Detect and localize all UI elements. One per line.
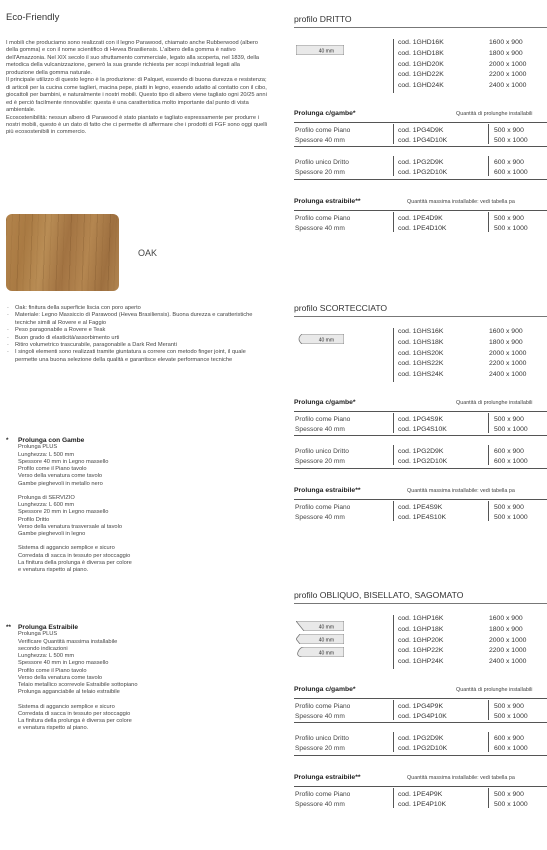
piano-code-list	[398, 415, 447, 435]
table-code: cod. 1GHS20K	[398, 349, 444, 357]
subsection-rule	[294, 722, 547, 723]
table-code: cod. 1GHP24K	[398, 658, 444, 666]
piano-profile-line: Spessore 40 mm	[295, 137, 345, 144]
piano-size: 500 x 900	[494, 127, 524, 134]
dritto-size: 600 x 900	[494, 159, 524, 166]
piano-profile-label	[295, 415, 350, 435]
table-divider	[393, 39, 394, 93]
estraibile-size: 500 x 900	[494, 504, 524, 511]
gambe-servizio-line: Gambe pieghevoli in legno	[18, 531, 86, 537]
estraibile-plus-line: Profilo come il Piano tavolo	[18, 667, 87, 674]
subsection-rule	[294, 411, 547, 412]
piano-code: cod. 1PG4P10K	[398, 713, 447, 720]
subsection-rule	[294, 499, 547, 500]
table-size: 2400 x 1000	[489, 371, 527, 379]
table-size: 2400 x 1000	[489, 658, 527, 666]
table-divider	[393, 445, 394, 465]
table-size-list	[489, 327, 541, 381]
piano-size: 500 x 900	[494, 416, 524, 423]
estraibile-quantity-note: Quantità massima installabile: vedi tabella pa	[407, 488, 515, 494]
table-divider	[393, 413, 394, 433]
piano-size-list	[494, 702, 528, 722]
table-code: cod. 1GHP20K	[398, 636, 444, 644]
estraibile-profile-label	[295, 790, 350, 810]
piano-code: cod. 1PG4S9K	[398, 416, 443, 423]
piano-code: cod. 1PG4D10K	[398, 137, 448, 144]
piano-profile-line: Spessore 40 mm	[295, 426, 345, 433]
estraibile-plus-line: Verificare Quantità massima installabile	[18, 638, 118, 645]
estraibile-extra-line: Sistema di aggancio semplice e sicuro	[18, 703, 115, 710]
dritto-size-list	[494, 734, 528, 754]
piano-size-list	[494, 126, 528, 146]
estraibile-profile-line: Spessore 40 mm	[295, 514, 345, 521]
table-code: cod. 1GHP22K	[398, 647, 444, 655]
piano-size: 500 x 900	[494, 703, 524, 710]
table-divider	[488, 156, 489, 176]
table-divider	[393, 700, 394, 720]
estraibile-profile-line: Spessore 40 mm	[295, 801, 345, 808]
table-code: cod. 1GHD22K	[398, 71, 444, 79]
edge-profile-icon	[296, 334, 344, 344]
estraibile-code: cod. 1PE4D10K	[398, 225, 447, 232]
piano-code-list	[398, 126, 447, 146]
table-size: 2000 x 1000	[489, 349, 527, 357]
dritto-size-list	[494, 158, 528, 178]
subsection-rule	[294, 146, 547, 147]
estraibile-plus-line: Prolunga agganciabile al telaio estraibile	[18, 689, 120, 696]
gambe-extra-line: La finitura della prolunga è diversa per colore	[18, 559, 132, 566]
edge-thickness-label: 40 mm	[318, 624, 334, 631]
table-divider	[393, 328, 394, 382]
gambe-subtitle: Prolunga c/gambe*	[294, 399, 356, 406]
piano-size: 500 x 1000	[494, 426, 528, 433]
piano-size-list	[494, 415, 528, 435]
estraibile-size: 500 x 1000	[494, 514, 528, 521]
table-code: cod. 1GHS18K	[398, 338, 444, 346]
section-title: profilo OBLIQUO, BISELLATO, SAGOMATO	[294, 590, 464, 600]
table-divider	[393, 124, 394, 144]
eco-paragraph: Il principale utilizzo di questo legno è la produzione: di Palquet, essendo di buona durezza e resistenza; di articoli per la cucina come taglieri, macina pepe, piatti in legno, essendo adatto al contatto con il cibo, giocattoli per bambini, e naturalmente i nostri mobili. Questo tipo di albero viene tagliato ogni 20/25 anni ed è perciò facilmente rinnovabile: questa è una caratteristica molto importante dal punto di vista ambientale.	[6, 77, 267, 114]
gambe-block	[6, 437, 268, 574]
estraibile-extra-line: La finitura della prolunga è diversa per colore	[18, 718, 132, 724]
feature-item: · I singoli elementi sono realizzati tramite giuntatura a correre con metodo finger joint, il quale permette una buona selezione della qualità e garantisce elevate performance tecniche	[6, 349, 268, 364]
estraibile-plus-line: secondo indicazioni	[18, 645, 68, 652]
dritto-size: 600 x 900	[494, 448, 524, 455]
table-size: 1800 x 900	[489, 49, 523, 57]
table-size: 2400 x 1000	[489, 82, 527, 90]
table-size: 1800 x 900	[489, 625, 523, 633]
table-divider	[488, 700, 489, 720]
gambe-subtitle: Prolunga c/gambe*	[294, 686, 356, 693]
estraibile-size-list	[494, 503, 528, 523]
edge-profile-icon	[296, 634, 344, 644]
edge-thickness-label: 40 mm	[318, 637, 334, 644]
dritto-size: 600 x 1000	[494, 745, 528, 752]
dritto-profile-label	[295, 158, 349, 178]
table-divider	[393, 501, 394, 521]
piano-code-list	[398, 702, 447, 722]
edge-profile-icon	[296, 647, 344, 657]
table-divider	[393, 732, 394, 752]
estraibile-plus-line: Telaio metallico scorrevole Estraibile sottopiano	[18, 682, 138, 688]
dritto-size-list	[494, 447, 528, 467]
piano-profile-line: Profilo come Piano	[295, 416, 351, 423]
gambe-plus-line: Profilo come il Piano tavolo	[18, 466, 87, 472]
table-divider	[488, 124, 489, 144]
table-divider	[488, 732, 489, 752]
gambe-servizio-line: Prolunga di SERVIZIO	[18, 494, 75, 501]
dritto-profile-label	[295, 447, 349, 467]
table-code: cod. 1GHS22K	[398, 360, 444, 368]
eco-description	[6, 40, 268, 137]
estraibile-code: cod. 1PE4D9K	[398, 215, 443, 222]
table-code-list	[398, 38, 444, 92]
table-size: 2200 x 1000	[489, 71, 527, 79]
subsection-rule	[294, 786, 547, 787]
table-divider	[488, 501, 489, 521]
dritto-code: cod. 1PG2D9K	[398, 735, 444, 742]
estraibile-code: cod. 1PE4P10K	[398, 801, 447, 808]
subsection-rule	[294, 468, 547, 469]
gambe-servizio-line: Verso della venatura trasversale al tavolo	[18, 523, 123, 530]
dritto-code: cod. 1PG2D9K	[398, 448, 444, 455]
gambe-extra-list	[18, 545, 268, 574]
feature-item: · Materiale: Legno Massiccio di Parawood (Hevea Brasiliensis). Buona durezza e caratteristiche tecniche simili al Rovere e al Faggio	[6, 312, 268, 327]
piano-profile-label	[295, 702, 350, 722]
estraibile-subtitle: Prolunga estraibile**	[294, 774, 361, 781]
dritto-profile-line: Spessore 20 mm	[295, 458, 345, 465]
gambe-quantity-note: Quantità di prolunghe installabili	[456, 111, 533, 117]
estraibile-size: 500 x 900	[494, 215, 524, 222]
subsection-rule	[294, 755, 547, 756]
table-code: cod. 1GHD18K	[398, 49, 444, 57]
section-title: profilo DRITTO	[294, 14, 352, 24]
subsection-rule	[294, 179, 547, 180]
estraibile-profile-line: Profilo come Piano	[295, 791, 351, 798]
dritto-profile-line: Profilo unico Dritto	[295, 448, 349, 455]
estraibile-plus-line: Lunghezza: L 500 mm	[18, 653, 75, 659]
section-divider	[294, 27, 547, 28]
dritto-code: cod. 1PG2D10K	[398, 169, 448, 176]
feature-item: · Peso paragonabile a Rovere e Teak	[6, 327, 268, 334]
estraibile-extra-list	[18, 704, 268, 733]
gambe-servizio-list	[18, 495, 268, 539]
table-size: 1600 x 900	[489, 615, 523, 622]
edge-profile-icon	[296, 621, 344, 631]
estraibile-mark: **	[6, 624, 11, 631]
gambe-extra-line: e venatura rispetto al piano.	[18, 567, 89, 573]
table-code-list	[398, 327, 443, 381]
eco-paragraph: I mobili che produciamo sono realizzati con il legno Parawood, chiamato anche Rubberwood (albero della gomma) e con il nome scientifico di Hevea Brasiliensis. L'albero della gomma è nativo dell'Amazzonia. Nel XIX secolo il suo sfruttamento commerciale, legato alla scoperta, nel 1839, della metodica della vulcanizzazione, generò la sua grande richiesta per scopi industriali legati alla produzione della gomma naturale.	[6, 40, 260, 76]
dritto-profile-line: Spessore 20 mm	[295, 169, 345, 176]
gambe-plus-line: Gambe pieghevoli in metallo nero	[18, 480, 103, 487]
dritto-code: cod. 1PG2D10K	[398, 458, 448, 465]
table-divider	[488, 413, 489, 433]
piano-size: 500 x 1000	[494, 713, 528, 720]
subsection-rule	[294, 122, 547, 123]
gambe-quantity-note: Quantità di prolunghe installabili	[456, 687, 533, 693]
table-divider	[488, 445, 489, 465]
piano-profile-label	[295, 126, 350, 146]
dritto-profile-line: Spessore 20 mm	[295, 745, 345, 752]
estraibile-size-list	[494, 790, 528, 810]
gambe-servizio-line: Lunghezza: L 600 mm	[18, 502, 75, 508]
gambe-extra-line: Corredata di sacca in tessuto per stoccaggio	[18, 552, 131, 559]
dritto-code-list	[398, 158, 447, 178]
piano-profile-line: Spessore 40 mm	[295, 713, 345, 720]
dritto-profile-line: Profilo unico Dritto	[295, 735, 349, 742]
edge-thickness-label: 40 mm	[318, 48, 334, 55]
piano-code: cod. 1PG4S10K	[398, 426, 447, 433]
dritto-size: 600 x 1000	[494, 458, 528, 465]
eco-friendly-heading: Eco-Friendly	[6, 12, 60, 23]
piano-code: cod. 1PG4P9K	[398, 703, 443, 710]
piano-code: cod. 1PG4D9K	[398, 127, 444, 134]
eco-paragraph: Ecosostenibilità: nessun albero di Parawood è stato piantato e tagliato espressamente per produrre i nostri mobili, questo è un dato di fatto che ci permette di affermare che i prodotti di FGF sono oggi quelli più ecosostenibili in commercio.	[6, 114, 268, 136]
estraibile-subtitle: Prolunga estraibile**	[294, 487, 361, 494]
table-size: 1600 x 900	[489, 328, 523, 335]
table-code: cod. 1GHP18K	[398, 625, 444, 633]
table-size-list	[489, 38, 541, 92]
estraibile-plus-line: Verso della venatura come tavolo	[18, 674, 103, 681]
gambe-subtitle: Prolunga c/gambe*	[294, 110, 356, 117]
material-features-list	[6, 305, 268, 364]
dritto-size: 600 x 900	[494, 735, 524, 742]
dritto-code: cod. 1PG2D9K	[398, 159, 444, 166]
table-size: 2200 x 1000	[489, 360, 527, 368]
edge-thickness-label: 40 mm	[318, 337, 334, 344]
estraibile-title: Prolunga Estraibile	[18, 624, 79, 631]
edge-thickness-label: 40 mm	[318, 650, 334, 657]
dritto-profile-label	[295, 734, 349, 754]
section-title: profilo SCORTECCIATO	[294, 303, 388, 313]
estraibile-quantity-note: Quantità massima installabile: vedi tabella pa	[407, 775, 515, 781]
piano-size: 500 x 1000	[494, 137, 528, 144]
estraibile-size: 500 x 1000	[494, 801, 528, 808]
table-divider	[393, 615, 394, 669]
table-size: 2000 x 1000	[489, 636, 527, 644]
estraibile-profile-label	[295, 503, 350, 523]
table-code: cod. 1GHD20K	[398, 60, 444, 68]
estraibile-code-list	[398, 503, 446, 523]
dritto-code-list	[398, 734, 447, 754]
table-code-list	[398, 614, 443, 668]
table-divider	[393, 156, 394, 176]
estraibile-code-list	[398, 790, 446, 810]
gambe-servizio-line: Profilo Dritto	[18, 516, 50, 523]
estraibile-block	[6, 624, 268, 733]
estraibile-size: 500 x 900	[494, 791, 524, 798]
estraibile-code: cod. 1PE4S9K	[398, 504, 443, 511]
estraibile-profile-line: Spessore 40 mm	[295, 225, 345, 232]
dritto-code: cod. 1PG2D10K	[398, 745, 448, 752]
table-code: cod. 1GHS24K	[398, 371, 444, 379]
gambe-plus-line: Prolunga PLUS	[18, 444, 58, 451]
estraibile-profile-label	[295, 214, 350, 234]
table-divider	[393, 788, 394, 808]
dritto-code-list	[398, 447, 447, 467]
table-divider	[393, 212, 394, 232]
estraibile-profile-line: Profilo come Piano	[295, 215, 351, 222]
estraibile-plus-line: Prolunga PLUS	[18, 631, 58, 638]
gambe-plus-line: Spessore 40 mm in Legno massello	[18, 458, 109, 465]
gambe-plus-line: Lunghezza: L 500 mm	[18, 451, 75, 458]
section-divider	[294, 316, 547, 317]
table-size: 1800 x 900	[489, 338, 523, 346]
dritto-size: 600 x 1000	[494, 169, 528, 176]
table-code: cod. 1GHD24K	[398, 82, 444, 90]
estraibile-profile-line: Profilo come Piano	[295, 504, 351, 511]
estraibile-code: cod. 1PE4S10K	[398, 514, 447, 521]
gambe-servizio-line: Spessore 20 mm in Legno massello	[18, 509, 109, 516]
gambe-mark: *	[6, 437, 9, 444]
gambe-title: Prolunga con Gambe	[18, 437, 85, 444]
section-divider	[294, 603, 547, 604]
subsection-rule	[294, 210, 547, 211]
feature-item: · Buon grado di elasticità/assorbimento urti	[6, 335, 268, 342]
gambe-plus-line: Verso della venatura come tavolo	[18, 473, 103, 480]
table-divider	[488, 788, 489, 808]
estraibile-extra-line: e venatura rispetto al piano.	[18, 725, 89, 732]
piano-profile-line: Profilo come Piano	[295, 703, 351, 710]
feature-item: · Ritiro volumetrico trascurabile, paragonabile a Dark Red Meranti	[6, 342, 268, 349]
table-size: 2000 x 1000	[489, 60, 527, 68]
estraibile-extra-line: Corredata di sacca in tessuto per stoccaggio	[18, 710, 131, 717]
table-divider	[488, 212, 489, 232]
estraibile-code: cod. 1PE4P9K	[398, 791, 443, 798]
subsection-rule	[294, 435, 547, 436]
oak-finish-label: OAK	[138, 248, 158, 258]
table-code: cod. 1GHS16K	[398, 328, 444, 335]
estraibile-size-list	[494, 214, 528, 234]
table-size: 2200 x 1000	[489, 647, 527, 655]
estraibile-quantity-note: Quantità massima installabile: vedi tabella pa	[407, 199, 515, 205]
table-size-list	[489, 614, 541, 668]
estraibile-code-list	[398, 214, 446, 234]
feature-item: · Oak: finitura della superficie liscia con poro aperto	[6, 305, 268, 312]
edge-profile-icon	[296, 45, 344, 55]
estraibile-plus-list	[18, 631, 268, 696]
piano-profile-line: Profilo come Piano	[295, 127, 351, 134]
estraibile-size: 500 x 1000	[494, 225, 528, 232]
table-size: 1600 x 900	[489, 39, 523, 46]
gambe-extra-line: Sistema di aggancio semplice e sicuro	[18, 545, 115, 552]
table-code: cod. 1GHD16K	[398, 39, 444, 46]
table-code: cod. 1GHP16K	[398, 615, 444, 622]
gambe-plus-list	[18, 444, 268, 488]
subsection-rule	[294, 698, 547, 699]
dritto-profile-line: Profilo unico Dritto	[295, 159, 349, 166]
oak-wood-swatch	[6, 214, 119, 291]
gambe-quantity-note: Quantità di prolunghe installabili	[456, 400, 533, 406]
estraibile-plus-line: Spessore 40 mm in Legno massello	[18, 660, 109, 667]
estraibile-subtitle: Prolunga estraibile**	[294, 198, 361, 205]
